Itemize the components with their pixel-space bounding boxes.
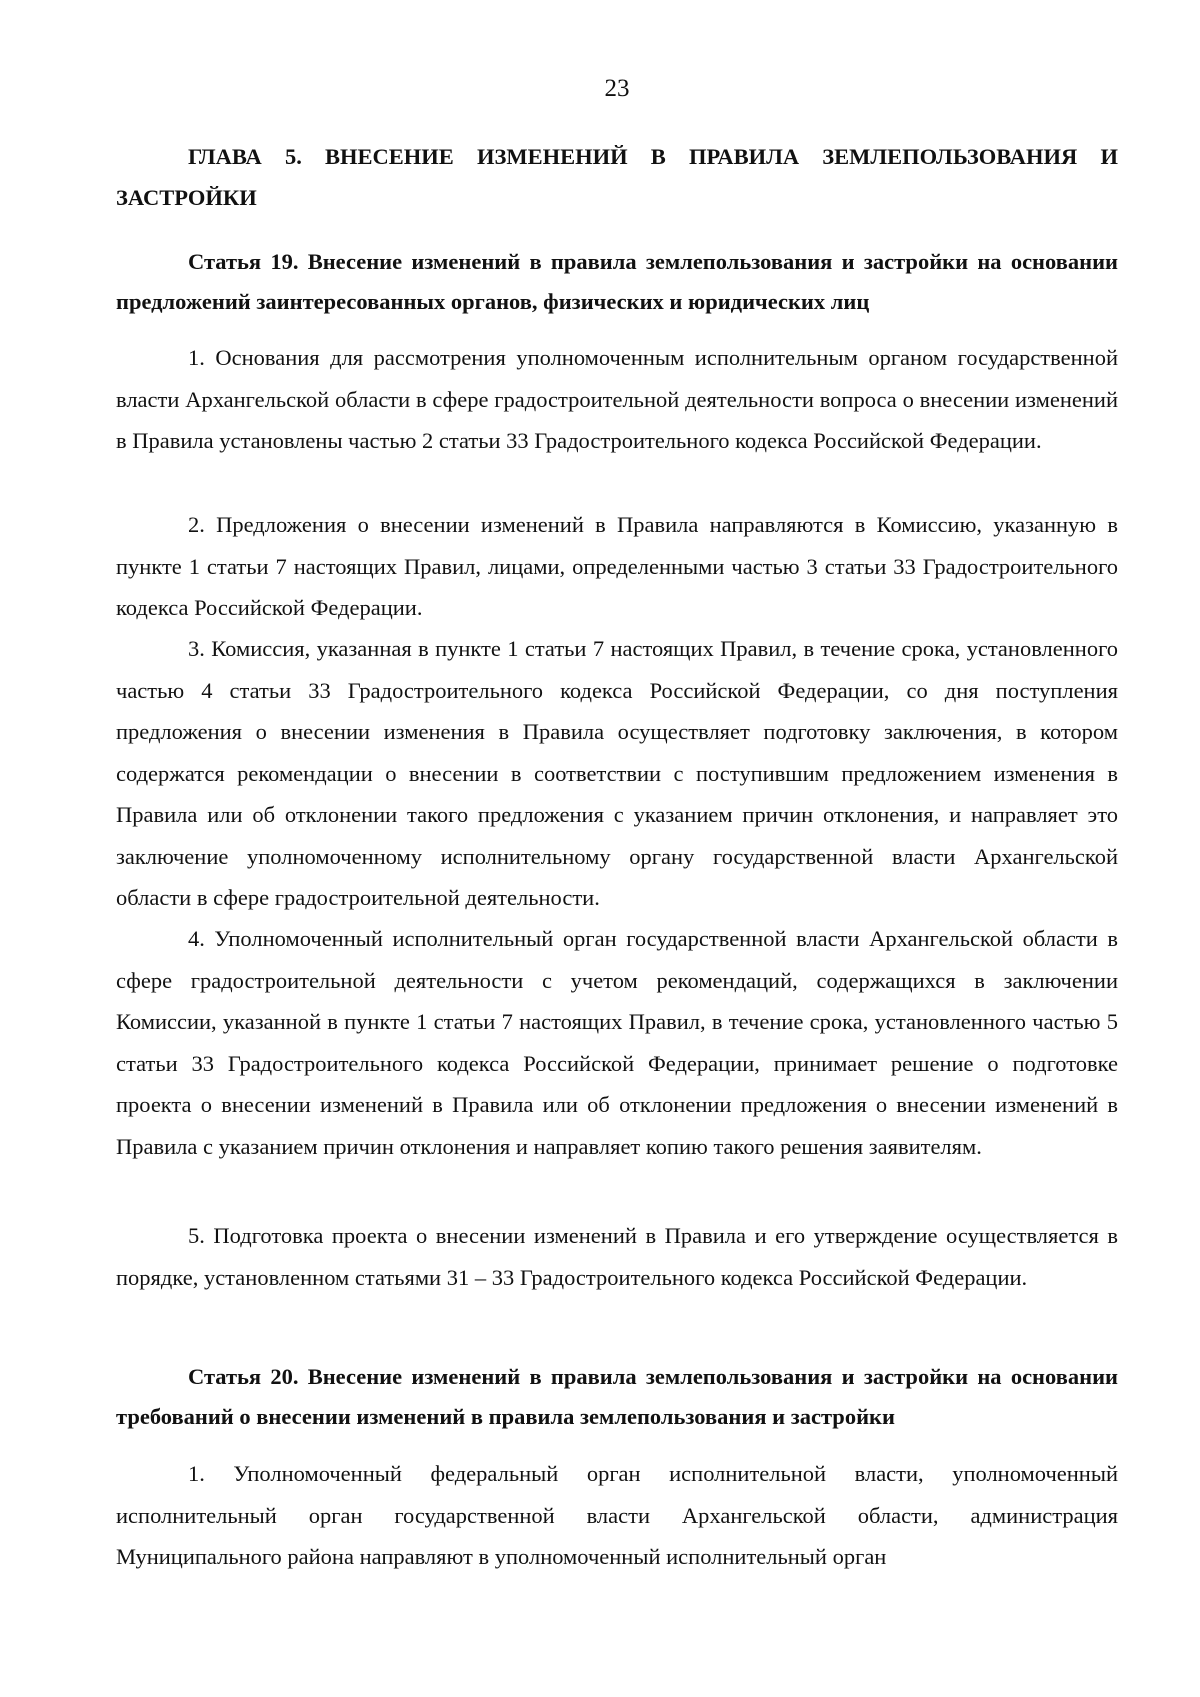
article-19-paragraph-5: 5. Подготовка проекта о внесении изменений в Правила и его утверждение осуществляется в порядке, установленном статьями 31 – 33 Градостроительного кодекса Российской Федерации. xyxy=(116,1223,1118,1290)
article-19-paragraph-3: 3. Комиссия, указанная в пункте 1 статьи 7 настоящих Правил, в течение срока, установленного частью 4 статьи 33 Градостроительного кодекса Российской Федерации, со дня поступления предложения о внесении изменения в Правила осуществляет подготовку заключения, в котором содержатся рекомендации о внесении в соответствии с поступившим предложением изменения в Правила или об отклонении такого предложения с указанием причин отклонения, и направляет это заключение уполномоченному исполнительному органу государственной власти Архангельской области в сфере градостроительной деятельности. xyxy=(116,636,1118,910)
article-19-paragraph-2: 2. Предложения о внесении изменений в Правила направляются в Комиссию, указанную в пункте 1 статьи 7 настоящих Правил, лицами, определенными частью 3 статьи 33 Градостроительного кодекса Российской Федерации. xyxy=(116,512,1118,620)
article-19-title: Статья 19. Внесение изменений в правила землепользования и застройки на основании предложений заинтересованных органов, физических и юридических лиц xyxy=(116,249,1118,314)
article-20-paragraph-1: 1. Уполномоченный федеральный орган исполнительной власти, уполномоченный исполнительный орган государственной власти Архангельской области, администрация Муниципального района направляют в уполномоченный исполнительный орган xyxy=(116,1461,1118,1569)
page-number: 23 xyxy=(604,75,630,102)
article-19-paragraph-1: 1. Основания для рассмотрения уполномоченным исполнительным органом государственной власти Архангельской области в сфере градостроительной деятельности вопроса о внесении изменений в Правила установлены частью 2 статьи 33 Градостроительного кодекса Российской Федерации. xyxy=(116,345,1118,453)
article-19-paragraph-4: 4. Уполномоченный исполнительный орган государственной власти Архангельской области в сфере градостроительной деятельности с учетом рекомендаций, содержащихся в заключении Комиссии, указанной в пункте 1 статьи 7 настоящих Правил, в течение срока, установленного частью 5 статьи 33 Градостроительного кодекса Российской Федерации, принимает решение о подготовке проекта о внесении изменений в Правила или об отклонении предложения о внесении изменений в Правила с указанием причин отклонения и направляет копию такого решения заявителям. xyxy=(116,926,1118,1159)
chapter-title: ГЛАВА 5. ВНЕСЕНИЕ ИЗМЕНЕНИЙ В ПРАВИЛА ЗЕМЛЕПОЛЬЗОВАНИЯ И ЗАСТРОЙКИ xyxy=(116,144,1118,210)
article-20-title: Статья 20. Внесение изменений в правила землепользования и застройки на основании требований о внесении изменений в правила землепользования и застройки xyxy=(116,1364,1118,1429)
